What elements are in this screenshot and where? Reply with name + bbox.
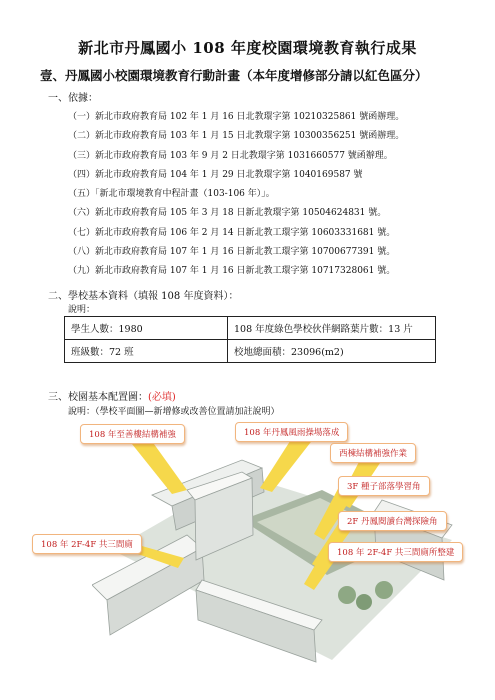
table-cell: 學生人數：1980 (65, 317, 228, 340)
layout-note: 說明：（學校平面圖—新增修或改善位置請加註說明） (68, 407, 280, 417)
school-data-table (64, 316, 436, 363)
callout-2f-reading-corner: 2F 丹鳳閱讀台灣探險角 (338, 511, 447, 531)
table-row (65, 317, 436, 340)
basis-item: （三）新北市政府教育局 103 年 9 月 2 日北教環字第 1031660577 號函辦理。 (68, 150, 393, 161)
section-1-heading: 壹、丹鳳國小校園環境教育行動計畫（本年度增修部分請以紅色區分） (40, 68, 428, 83)
basis-item: （九）新北市政府教育局 107 年 1 月 16 日新北教工環字第 10717328061 號。 (68, 266, 396, 277)
table-cell: 108 年度綠色學校伙伴網路葉片數：13 片 (228, 317, 436, 340)
basis-item: （二）新北市政府教育局 103 年 1 月 15 日北教環字第 10300356251 號函辦理。 (68, 131, 405, 142)
required-mark: (必填) (148, 392, 176, 403)
basis-item: （七）新北市政府教育局 106 年 2 月 14 日新北教工環字第 10603331681 號。 (68, 227, 396, 238)
basis-item: （五）「新北市環境教育中程計畫（103-106 年）」。 (68, 189, 275, 200)
layout-heading-text: 三、校園基本配置圖： (48, 392, 148, 403)
layout-heading (48, 388, 176, 403)
tree (375, 581, 393, 599)
school-data-heading: 二、學校基本資料（填報 108 年度資料）： (48, 291, 239, 302)
callout-left-restroom: 108 年 2F-4F 共三間廁 (32, 534, 142, 554)
basis-heading: 一、依據： (48, 93, 98, 104)
pointer-arrow (260, 438, 314, 492)
basis-item: （四）新北市政府教育局 104 年 1 月 29 日北教環字第 1040169587 號 (68, 169, 363, 180)
basis-item: （六）新北市政府教育局 105 年 3 月 18 日新北教環字第 10504624831 號。 (68, 208, 387, 219)
callout-rain-field: 108 年丹鳳風雨操場落成 (235, 422, 348, 442)
school-data-note: 說明： (68, 305, 96, 315)
callout-west-building: 西棟結構補強作業 (330, 443, 416, 463)
callout-right-restroom: 108 年 2F-4F 共三間廁所整建 (328, 542, 463, 562)
table-row (65, 340, 436, 363)
pointer-arrow (132, 444, 187, 494)
tree (356, 594, 372, 610)
tree (338, 586, 356, 604)
callout-3f-learning-corner: 3F 種子部落學習角 (338, 476, 430, 496)
basis-item: （八）新北市政府教育局 107 年 1 月 16 日新北教工環字第 10700677391 號。 (68, 247, 396, 258)
document-title: 新北市丹鳳國小 108 年度校園環境教育執行成果 (78, 39, 417, 57)
callout-zhishan-reinforcement: 108 年至善樓結構補強 (80, 424, 185, 444)
basis-list (68, 108, 404, 282)
basis-item: （一）新北市政府教育局 102 年 1 月 16 日北教環字第 10210325861 號函辦理。 (68, 112, 405, 122)
table-cell: 班級數：72 班 (65, 340, 228, 363)
table-cell: 校地總面積：23096(m2) (228, 340, 436, 363)
